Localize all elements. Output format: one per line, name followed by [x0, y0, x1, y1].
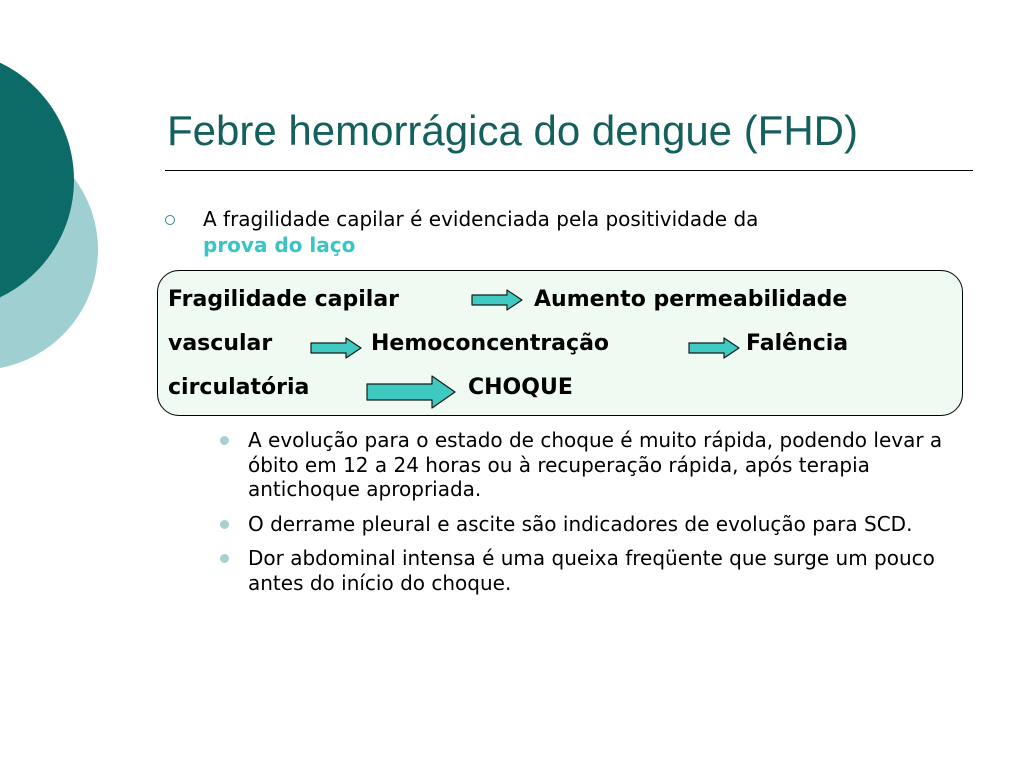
right-arrow-icon: [310, 337, 362, 359]
right-arrow-icon: [366, 375, 456, 409]
decorative-circles: [0, 0, 120, 420]
intro-highlight: prova do laço: [203, 233, 356, 257]
intro-paragraph: [160, 206, 960, 258]
ring-bullet-icon: [165, 215, 175, 225]
intro-text-block: [203, 206, 960, 258]
intro-text: A fragilidade capilar é evidenciada pela positividade da: [203, 207, 759, 231]
callout-term-choque: CHOQUE: [468, 375, 573, 400]
dot-bullet-icon: [220, 436, 229, 445]
pathophysiology-callout: [157, 270, 963, 416]
title-divider: [165, 170, 973, 171]
callout-term-circulatoria: circulatória: [168, 375, 310, 400]
bullet-list: [215, 428, 975, 605]
dot-bullet-icon: [220, 520, 229, 529]
dot-bullet-icon: [220, 554, 229, 563]
list-item-text: O derrame pleural e ascite são indicadores de evolução para SCD.: [248, 511, 913, 536]
callout-term-fragilidade: Fragilidade capilar: [168, 287, 400, 312]
list-item: [215, 428, 975, 502]
slide-title: Febre hemorrágica do dengue (FHD): [167, 107, 858, 154]
list-item-text: A evolução para o estado de choque é muito rápida, podendo levar a óbito em 12 a 24 horas ou à recuperação rápida, após terapia antichoque apropriada.: [248, 428, 943, 501]
callout-term-hemoconcentracao: Hemoconcentração: [371, 331, 610, 356]
callout-term-falencia: Falência: [746, 331, 849, 356]
right-arrow-icon: [688, 337, 740, 359]
list-item: [215, 512, 975, 537]
callout-term-aumento: Aumento permeabilidade: [534, 287, 848, 312]
callout-term-vascular: vascular: [168, 331, 273, 356]
list-item: [215, 546, 975, 595]
list-item-text: Dor abdominal intensa é uma queixa freqüente que surge um pouco antes do início do choque.: [248, 546, 935, 595]
right-arrow-icon: [471, 289, 523, 311]
